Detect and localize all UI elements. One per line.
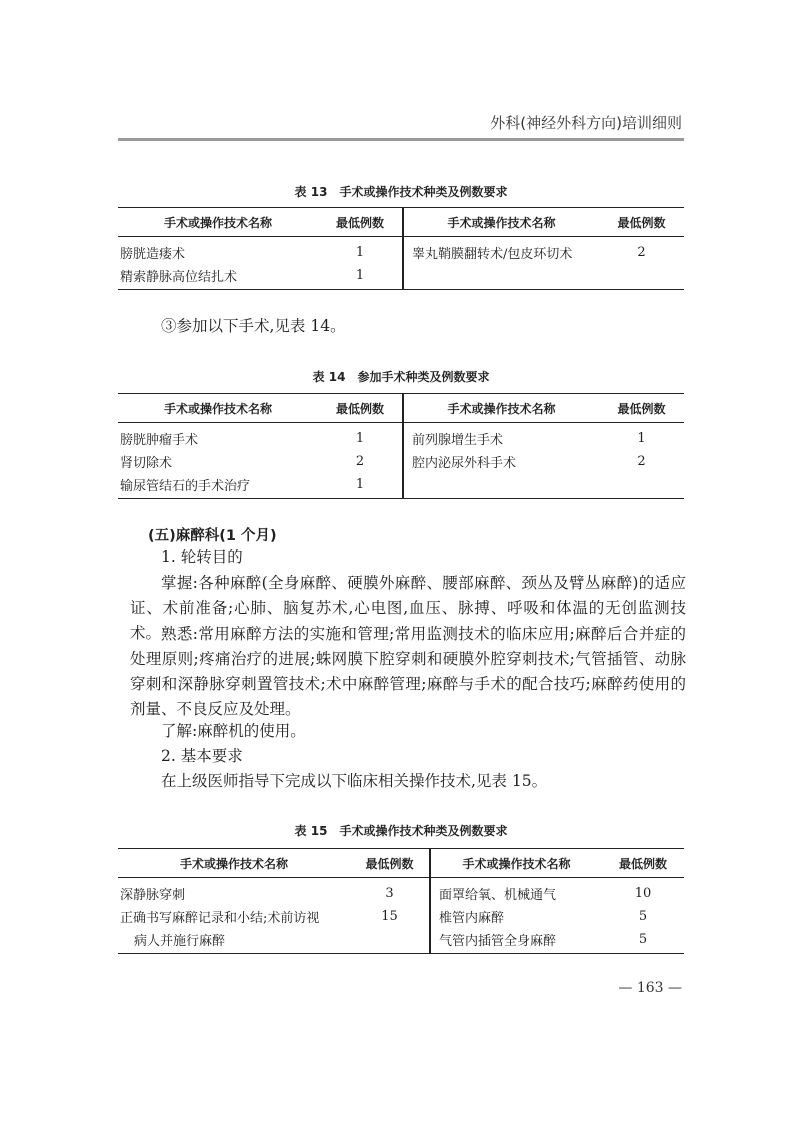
table14-title: 参加手术种类及例数要求 xyxy=(357,370,490,384)
procedure-name: 椎管内麻醉 xyxy=(430,905,602,928)
procedure-name: 精索静脉高位结扎术 xyxy=(120,270,238,285)
col-header-name: 手术或操作技术名称 xyxy=(118,849,350,878)
col-header-name: 手术或操作技术名称 xyxy=(430,849,602,878)
procedure-name: 深静脉穿刺 xyxy=(120,888,186,903)
paragraph-understand: 了解:麻醉机的使用。 xyxy=(161,722,306,740)
min-count: 15 xyxy=(381,909,398,924)
paragraph-master: 掌握:各种麻醉(全身麻醉、硬膜外麻醉、腰部麻醉、颈丛及臂丛麻醉)的适应证、术前准备;心肺、脑复苏术,心电图,血压、脉搏、呼吸和体温的无创监测技术。 xyxy=(130,574,686,642)
procedure-name: 膀胱造瘘术 xyxy=(120,247,186,262)
empty-cell xyxy=(599,473,684,499)
col-header-name: 手术或操作技术名称 xyxy=(118,394,318,423)
subheading-rotation-goal: 1. 轮转目的 xyxy=(161,548,243,566)
col-header-count: 最低例数 xyxy=(599,208,684,237)
page-number: — 163 — xyxy=(618,980,682,996)
paragraph-familiar: 熟悉:常用麻醉方法的实施和管理;常用监测技术的临床应用;麻醉后合并症的处理原则;疼痛治疗的进展;蛛网膜下腔穿刺和硬膜外腔穿刺技术;气管插管、动脉穿刺和深静脉穿刺置管技术;术中麻醉管理;麻醉与手术的配合技巧;麻醉药使用的剂量、不良反应及处理。 xyxy=(130,625,686,718)
table-row xyxy=(118,450,684,473)
min-count: 2 xyxy=(355,454,365,469)
subheading-basic-requirements: 2. 基本要求 xyxy=(161,747,243,765)
col-header-count: 最低例数 xyxy=(602,849,684,878)
section-heading: (五)麻醉科(1 个月) xyxy=(148,528,277,544)
table-row xyxy=(118,905,684,928)
table-header-row xyxy=(118,208,684,237)
table-row xyxy=(118,264,684,290)
min-count: 1 xyxy=(355,431,365,446)
procedure-name: 前列腺增生手术 xyxy=(403,423,599,451)
col-header-count: 最低例数 xyxy=(350,849,430,878)
procedure-name-continuation: 病人并施行麻醉 xyxy=(134,934,226,949)
min-count: 1 xyxy=(355,245,365,260)
col-header-name: 手术或操作技术名称 xyxy=(403,394,599,423)
paragraph-requirement: 在上级医师指导下完成以下临床相关操作技术,见表 15。 xyxy=(161,772,548,790)
procedure-name: 正确书写麻醉记录和小结;术前访视 xyxy=(120,911,320,926)
procedure-name: 气管内插管全身麻醉 xyxy=(430,928,602,954)
running-header-title: 外科(神经外科方向)培训细则 xyxy=(490,114,682,132)
col-header-count: 最低例数 xyxy=(318,208,403,237)
min-count: 1 xyxy=(355,477,365,492)
empty-cell xyxy=(599,264,684,290)
procedure-name: 肾切除术 xyxy=(120,456,173,471)
col-header-count: 最低例数 xyxy=(599,394,684,423)
min-count: 1 xyxy=(355,268,365,283)
table13-caption xyxy=(118,183,684,200)
table14-intro: ③参加以下手术,见表 14。 xyxy=(161,317,346,335)
col-header-name: 手术或操作技术名称 xyxy=(403,208,599,237)
table14 xyxy=(118,393,684,499)
table-header-row xyxy=(118,849,684,878)
col-header-count: 最低例数 xyxy=(318,394,403,423)
table14-caption xyxy=(118,368,684,385)
table15-title: 手术或操作技术种类及例数要求 xyxy=(339,824,508,838)
table14-number: 表 14 xyxy=(312,370,346,384)
col-header-name: 手术或操作技术名称 xyxy=(118,208,318,237)
table13-title: 手术或操作技术种类及例数要求 xyxy=(339,185,508,199)
min-count: 5 xyxy=(638,909,648,924)
table-row xyxy=(118,473,684,499)
empty-cell xyxy=(403,473,599,499)
table-row xyxy=(118,928,684,954)
table13 xyxy=(118,207,684,290)
empty-cell xyxy=(403,264,599,290)
procedure-name: 面罩给氧、机械通气 xyxy=(430,878,602,906)
table15 xyxy=(118,848,684,954)
min-count: 2 xyxy=(637,245,646,260)
min-count xyxy=(350,928,430,954)
min-count: 1 xyxy=(637,431,646,446)
procedure-name: 睾丸鞘膜翻转术/包皮环切术 xyxy=(403,237,599,265)
min-count: 3 xyxy=(385,886,394,901)
table-row xyxy=(118,878,684,906)
table15-number: 表 15 xyxy=(294,824,328,838)
table-row xyxy=(118,423,684,451)
header-rule xyxy=(118,138,684,141)
table-row xyxy=(118,237,684,265)
procedure-name: 输尿管结石的手术治疗 xyxy=(120,479,251,494)
procedure-name: 腔内泌尿外科手术 xyxy=(403,450,599,473)
procedure-name: 膀胱肿瘤手术 xyxy=(120,433,199,448)
min-count: 5 xyxy=(638,932,648,947)
table15-caption xyxy=(118,822,684,839)
table-header-row xyxy=(118,394,684,423)
min-count: 10 xyxy=(634,886,652,901)
table13-number: 表 13 xyxy=(294,185,328,199)
min-count: 2 xyxy=(637,454,646,469)
